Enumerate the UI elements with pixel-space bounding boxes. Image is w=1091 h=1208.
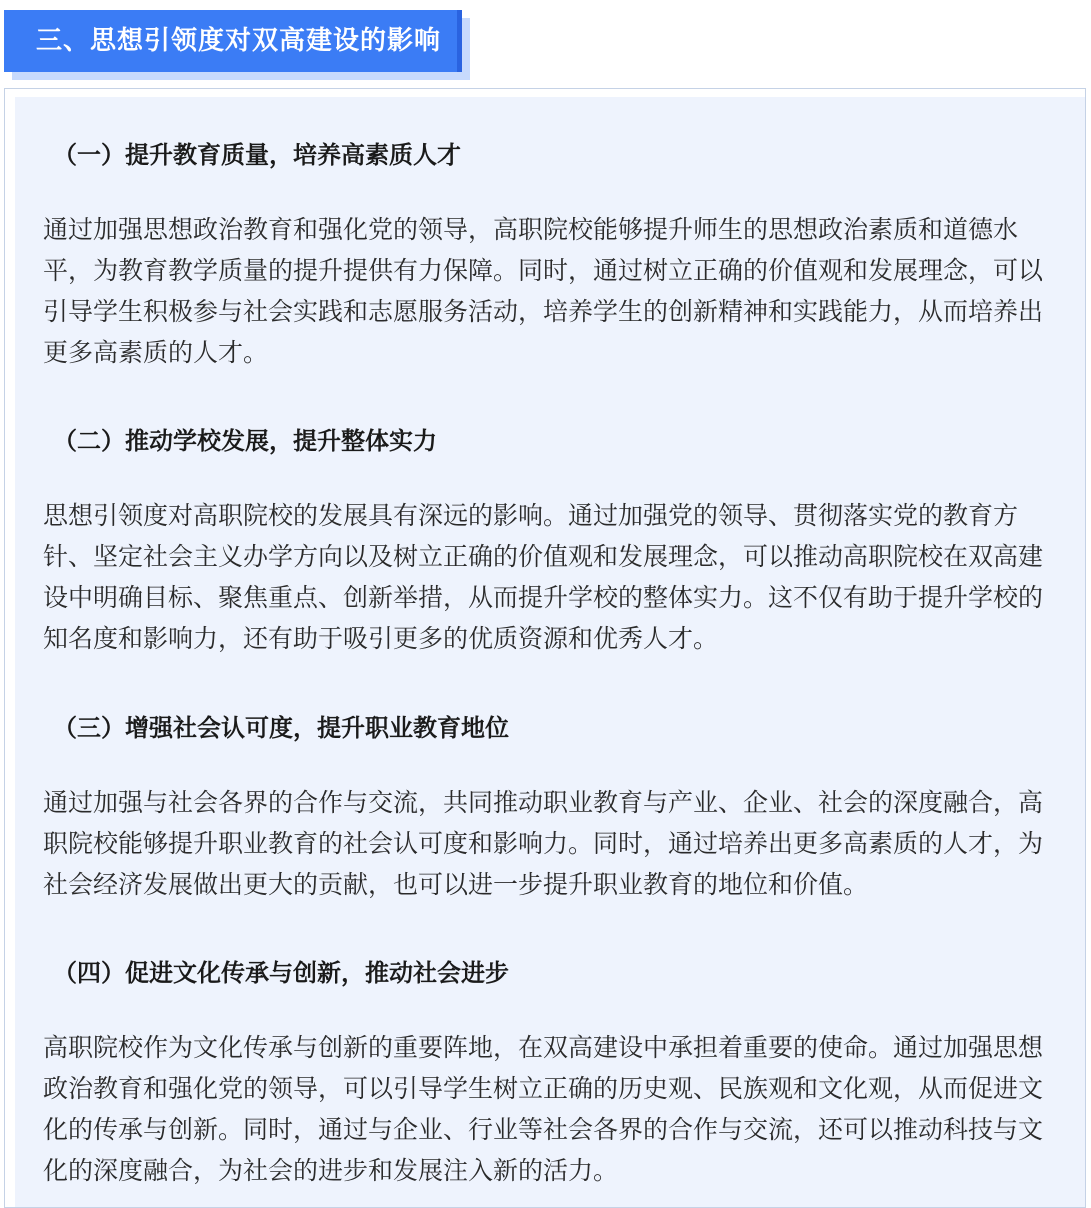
subsection-paragraph-4: 高职院校作为文化传承与创新的重要阵地，在双高建设中承担着重要的使命。通过加强思想政治教育和强化党的领导，可以引导学生树立正确的历史观、民族观和文化观，从而促进文化的传承与创新。同时，通过与企业、行业等社会各界的合作与交流，还可以推动科技与文化的深度融合，为社会的进步和发展注入新的活力。 [43, 1033, 1044, 1185]
subsection-heading-4: （四）促进文化传承与创新，推动社会进步 [53, 959, 509, 987]
subsection-paragraph-3: 通过加强与社会各界的合作与交流，共同推动职业教育与产业、企业、社会的深度融合，高职院校能够提升职业教育的社会认可度和影响力。同时，通过培养出更多高素质的人才，为社会经济发展做出更大的贡献，也可以进一步提升职业教育的地位和价值。 [43, 788, 1044, 899]
subsection-paragraph-2: 思想引领度对高职院校的发展具有深远的影响。通过加强党的领导、贯彻落实党的教育方针、坚定社会主义办学方向以及树立正确的价值观和发展理念，可以推动高职院校在双高建设中明确目标、聚焦重点、创新举措，从而提升学校的整体实力。这不仅有助于提升学校的知名度和影响力，还有助于吸引更多的优质资源和优秀人才。 [43, 501, 1044, 653]
subsection-heading-2: （二）推动学校发展，提升整体实力 [53, 427, 437, 455]
content-box [15, 97, 1085, 1207]
content-frame [4, 88, 1086, 1208]
subsection-paragraph-1: 通过加强思想政治教育和强化党的领导，高职院校能够提升师生的思想政治素质和道德水平，为教育教学质量的提升提供有力保障。同时，通过树立正确的价值观和发展理念，可以引导学生积极参与社会实践和志愿服务活动，培养学生的创新精神和实践能力，从而培养出更多高素质的人才。 [43, 215, 1044, 367]
section-title: 三、思想引领度对双高建设的影响 [36, 26, 442, 56]
subsection-heading-3: （三）增强社会认可度，提升职业教育地位 [53, 714, 509, 742]
section-banner [4, 10, 470, 80]
subsection-heading-1: （一）提升教育质量，培养高素质人才 [53, 141, 461, 169]
banner-background [4, 10, 462, 72]
